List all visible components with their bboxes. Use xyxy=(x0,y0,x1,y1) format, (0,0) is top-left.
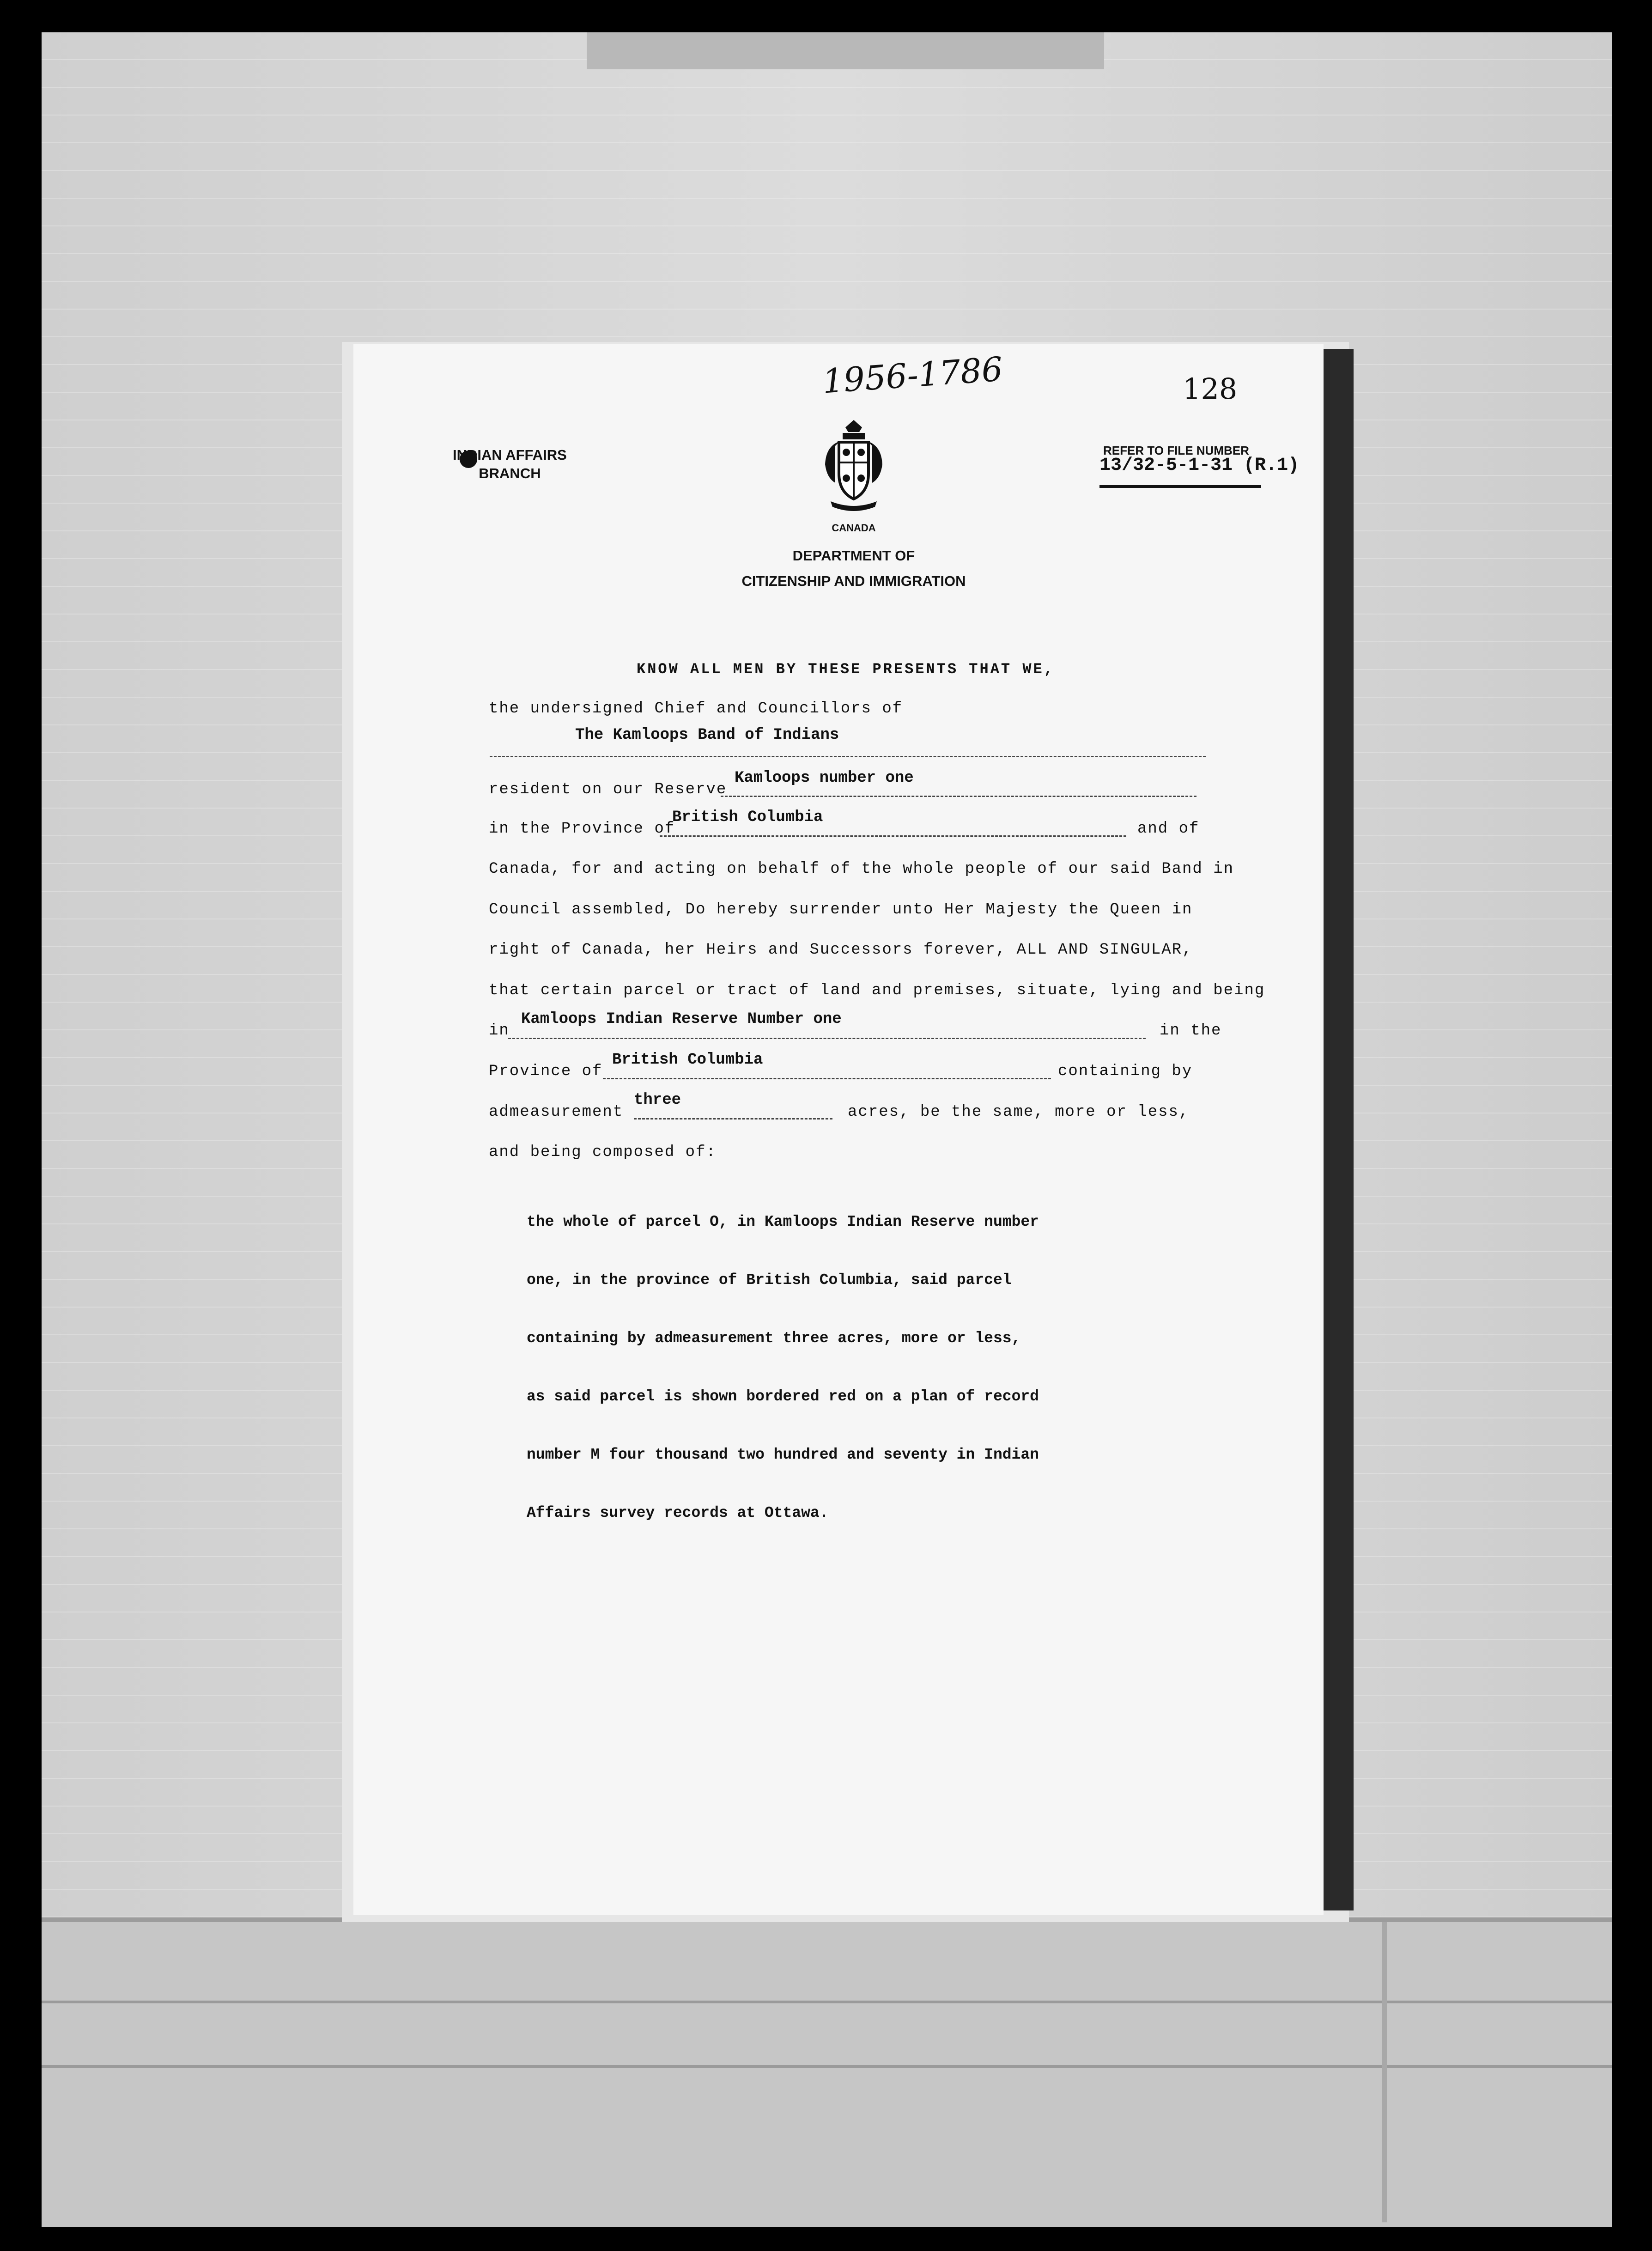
crest-caption: CANADA xyxy=(832,522,876,534)
scan-band-line xyxy=(42,2001,1612,2003)
in-label: in xyxy=(489,1022,510,1040)
in-the-text: in the xyxy=(1160,1022,1222,1040)
and-of-text: and of xyxy=(1137,820,1200,838)
form-heading: KNOW ALL MEN BY THESE PRESENTS THAT WE, xyxy=(637,661,1055,678)
parcel-description xyxy=(527,1174,1039,1542)
province-label: in the Province of xyxy=(489,820,675,838)
acres-rule xyxy=(634,1118,832,1119)
body-line-tract: that certain parcel or tract of land and premises, situate, lying and being xyxy=(489,982,1265,999)
parcel-line: the whole of parcel O, in Kamloops Indian Reserve number xyxy=(527,1213,1039,1230)
province-value: British Columbia xyxy=(672,809,823,826)
body-line-canada: Canada, for and acting on behalf of the whole people of our said Band in xyxy=(489,860,1234,878)
page-number: 128 xyxy=(1183,372,1238,406)
resident-label: resident on our Reserve xyxy=(489,781,727,798)
parcel-line: number M four thousand two hundred and seventy in Indian xyxy=(527,1446,1039,1463)
file-number: 13/32-5-1-31 (R.1) xyxy=(1099,455,1300,476)
reserve-rule xyxy=(721,796,1196,797)
file-number-underline xyxy=(1099,485,1261,488)
scan-band-line xyxy=(42,2065,1612,2068)
coat-of-arms-icon xyxy=(817,418,891,520)
scan-bottom-band xyxy=(42,1917,1612,2227)
province-2-rule xyxy=(603,1078,1051,1079)
scan-vertical-line xyxy=(1382,1922,1387,2222)
province-of-label: Province of xyxy=(489,1063,603,1080)
refer-label: REFER TO FILE NUMBER xyxy=(1103,444,1249,457)
parcel-line: as said parcel is shown bordered red on a plan of record xyxy=(527,1388,1039,1405)
location-value: Kamloops Indian Reserve Number one xyxy=(521,1010,842,1028)
parcel-line: containing by admeasurement three acres, more or less, xyxy=(527,1330,1021,1347)
band-name-value: The Kamloops Band of Indians xyxy=(575,726,839,744)
department-line-2: CITIZENSHIP AND IMMIGRATION xyxy=(741,573,966,589)
acres-tail-text: acres, be the same, more or less, xyxy=(848,1103,1190,1121)
parcel-line: Affairs survey records at Ottawa. xyxy=(527,1504,829,1521)
containing-by-text: containing by xyxy=(1058,1063,1193,1080)
province-rule xyxy=(660,835,1126,837)
reserve-value: Kamloops number one xyxy=(735,769,914,787)
handwritten-reference: 1956-1786 xyxy=(821,349,1004,401)
paper-edge xyxy=(1321,349,1354,1910)
parcel-line: one, in the province of British Columbia, said parcel xyxy=(527,1272,1012,1289)
body-line-council: Council assembled, Do hereby surrender unto Her Majesty the Queen in xyxy=(489,901,1193,919)
composed-of-label: and being composed of: xyxy=(489,1144,717,1161)
body-line-right: right of Canada, her Heirs and Successors forever, ALL AND SINGULAR, xyxy=(489,941,1193,959)
admeasurement-label: admeasurement xyxy=(489,1103,624,1121)
branch-label xyxy=(453,446,567,483)
province-2-value: British Columbia xyxy=(612,1051,763,1069)
location-rule xyxy=(508,1038,1146,1039)
undersigned-text: the undersigned Chief and Councillors of xyxy=(489,700,903,718)
acres-value: three xyxy=(634,1091,681,1109)
band-name-rule xyxy=(490,756,1206,757)
department-line-1: DEPARTMENT OF xyxy=(792,548,915,564)
scan-top-tab xyxy=(587,32,1104,69)
branch-line-2: BRANCH xyxy=(479,465,541,481)
branch-line-1: INDIAN AFFAIRS xyxy=(453,447,567,463)
